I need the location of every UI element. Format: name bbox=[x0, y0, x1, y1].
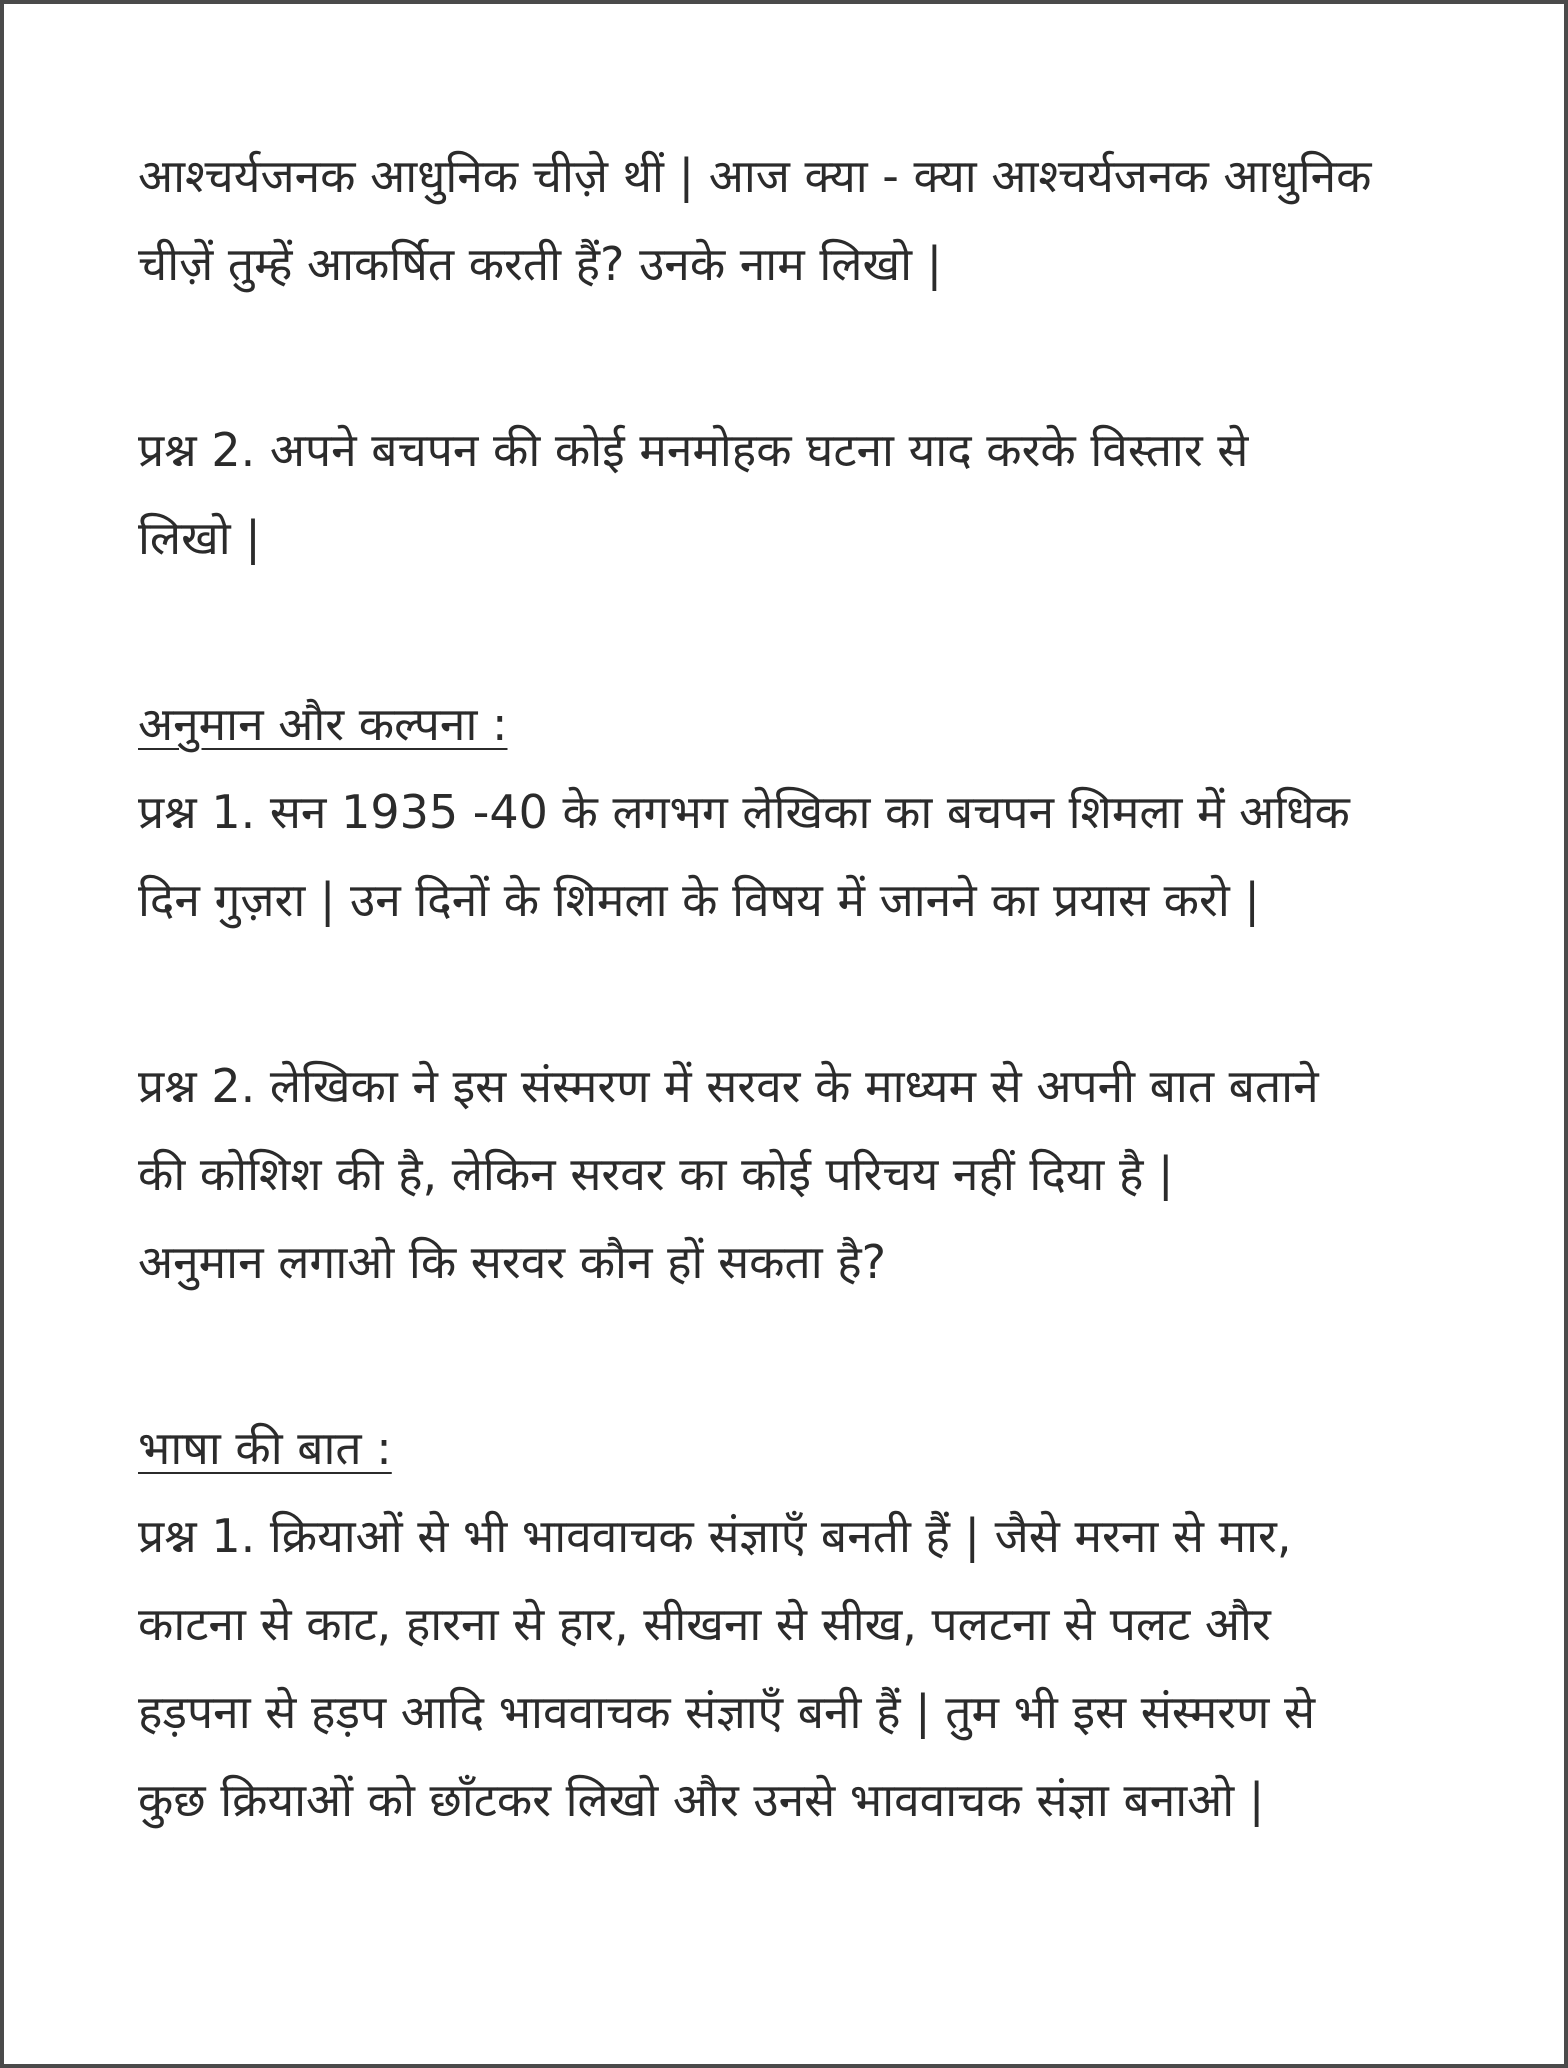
text-line: लिखो | bbox=[138, 511, 261, 565]
text-line: प्रश्न 2. लेखिका ने इस संस्मरण में सरवर के माध्यम से अपनी बात बताने bbox=[138, 1059, 1319, 1113]
text-line: प्रश्न 2. अपने बचपन की कोई मनमोहक घटना याद करके विस्तार से bbox=[138, 423, 1249, 477]
section-heading-anuman: अनुमान और कल्पना : bbox=[138, 697, 508, 751]
text-line: की कोशिश की है, लेकिन सरवर का कोई परिचय नहीं दिया है | bbox=[138, 1147, 1174, 1201]
text-line: हड़पना से हड़प आदि भाववाचक संज्ञाएँ बनी हैं | तुम भी इस संस्मरण से bbox=[138, 1685, 1316, 1739]
question-2-paragraph bbox=[138, 406, 1468, 582]
text-line: दिन गुज़रा | उन दिनों के शिमला के विषय में जानने का प्रयास करो | bbox=[138, 873, 1260, 927]
text-line: प्रश्न 1. सन 1935 -40 के लगभग लेखिका का बचपन शिमला में अधिक bbox=[138, 785, 1350, 839]
intro-paragraph bbox=[138, 132, 1468, 308]
anuman-question-1-paragraph bbox=[138, 768, 1468, 944]
text-line: आश्चर्यजनक आधुनिक चीज़े थीं | आज क्या - क्या आश्चर्यजनक आधुनिक bbox=[138, 149, 1372, 203]
text-line: चीज़ें तुम्हें आकर्षित करती हैं? उनके नाम लिखो | bbox=[138, 237, 943, 291]
text-line: अनुमान लगाओ कि सरवर कौन हों सकता है? bbox=[138, 1235, 887, 1289]
document-content bbox=[138, 132, 1468, 1844]
section-heading-bhasha: भाषा की बात : bbox=[138, 1421, 392, 1475]
anuman-question-2-paragraph bbox=[138, 1042, 1468, 1306]
bhasha-question-1-paragraph bbox=[138, 1492, 1468, 1844]
text-line: प्रश्न 1. क्रियाओं से भी भाववाचक संज्ञाएँ बनती हैं | जैसे मरना से मार, bbox=[138, 1509, 1292, 1563]
text-line: कुछ क्रियाओं को छाँटकर लिखो और उनसे भाववाचक संज्ञा बनाओ | bbox=[138, 1773, 1265, 1827]
text-line: काटना से काट, हारना से हार, सीखना से सीख, पलटना से पलट और bbox=[138, 1597, 1271, 1651]
